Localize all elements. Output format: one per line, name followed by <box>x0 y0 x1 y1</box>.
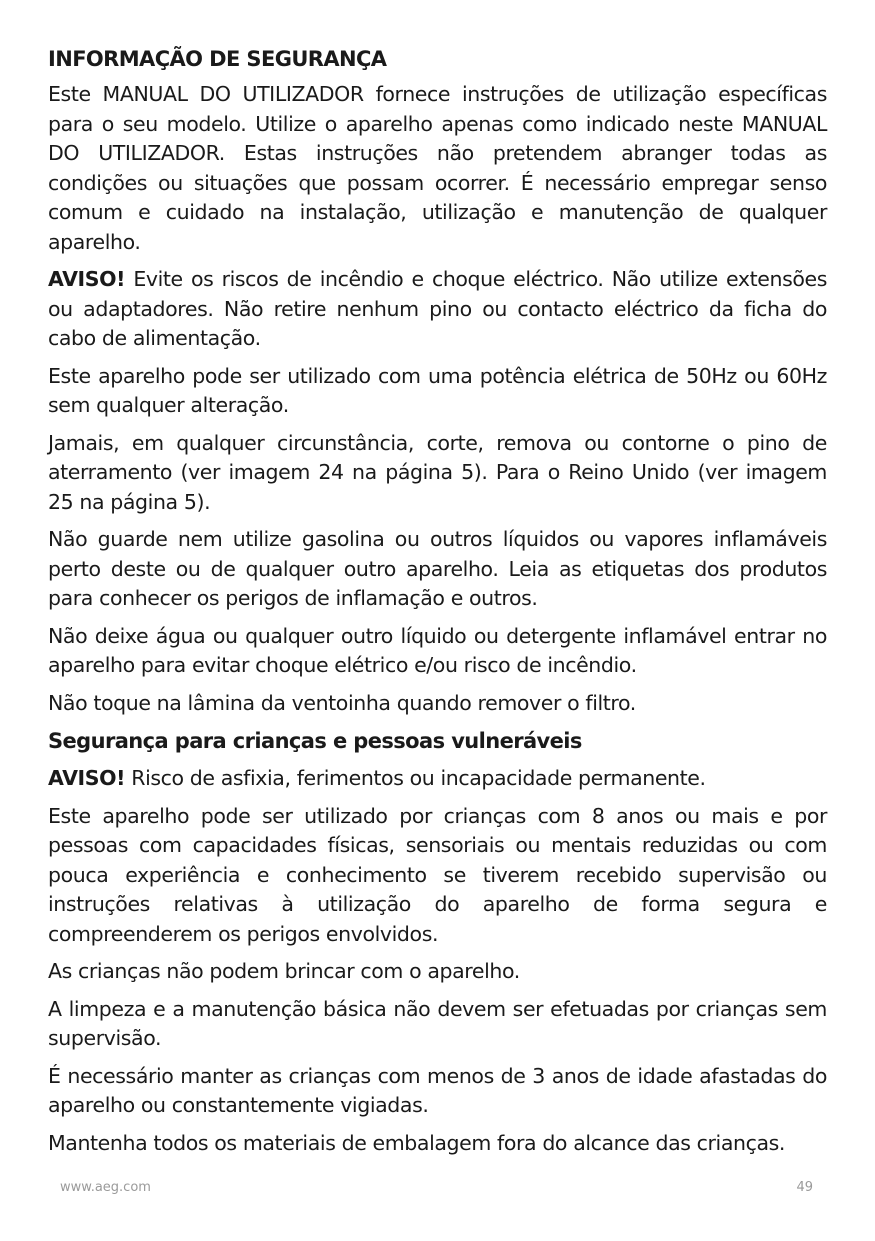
footer-website: www.aeg.com <box>60 1180 151 1195</box>
warning-label: AVISO! <box>48 267 126 291</box>
paragraph-intro: Este MANUAL DO UTILIZADOR fornece instruções de utilização específicas para o seu modelo. Utilize o aparelho apenas como indicado neste MANUAL DO UTILIZADOR. Estas instruções não pretendem abranger todas as condições ou situações que possam ocorrer. É necessário empregar senso comum e cuidado na instalação, utilização e manutenção de qualquer aparelho. <box>48 82 827 254</box>
document-body <box>48 42 827 1166</box>
subsection-heading: Segurança para crianças e pessoas vulneráveis <box>48 729 582 753</box>
paragraph-flammables: Não guarde nem utilize gasolina ou outros líquidos ou vapores inflamáveis perto deste ou de qualquer outro aparelho. Leia as etiquetas dos produtos para conhecer os perigos de inflamação e outros. <box>48 527 827 610</box>
section-heading: INFORMAÇÃO DE SEGURANÇA <box>48 47 387 71</box>
paragraph-liquids: Não deixe água ou qualquer outro líquido ou detergente inflamável entrar no aparelho para evitar choque elétrico e/ou risco de incêndio. <box>48 623 827 677</box>
paragraph-packaging: Mantenha todos os materiais de embalagem fora do alcance das crianças. <box>48 1130 786 1155</box>
paragraph-children-age: É necessário manter as crianças com menos de 3 anos de idade afastadas do aparelho ou constantemente vigiadas. <box>48 1063 827 1117</box>
page-footer <box>60 1180 813 1195</box>
page-number: 49 <box>796 1180 813 1195</box>
paragraph-cleaning: A limpeza e a manutenção básica não devem ser efetuadas por crianças sem supervisão. <box>48 996 827 1050</box>
paragraph-warning-fire: AVISO! Evite os riscos de incêndio e choque eléctrico. Não utilize extensões ou adaptadores. Não retire nenhum pino ou contacto eléctrico da ficha do cabo de alimentação. <box>48 267 827 350</box>
paragraph-warning-asphyxia: AVISO! Risco de asfixia, ferimentos ou incapacidade permanente. <box>48 766 706 790</box>
paragraph-grounding: Jamais, em qualquer circunstância, corte, remova ou contorne o pino de aterramento (ver imagem 24 na página 5). Para o Reino Unido (ver imagem 25 na página 5). <box>48 430 827 514</box>
warning-label: AVISO! <box>48 766 126 790</box>
paragraph-children-play: As crianças não podem brincar com o aparelho. <box>48 959 520 983</box>
paragraph-children-usage: Este aparelho pode ser utilizado por crianças com 8 anos ou mais e por pessoas com capacidades físicas, sensoriais ou mentais reduzidas ou com pouca experiência e conhecimento se tiverem recebido supervisão ou instruções relativas à utilização do aparelho de forma segura e compreenderem os perigos envolvidos. <box>48 803 827 946</box>
paragraph-fan-blade: Não toque na lâmina da ventoinha quando remover o filtro. <box>48 690 636 715</box>
paragraph-frequency: Este aparelho pode ser utilizado com uma potência elétrica de 50Hz ou 60Hz sem qualquer alteração. <box>48 363 827 417</box>
